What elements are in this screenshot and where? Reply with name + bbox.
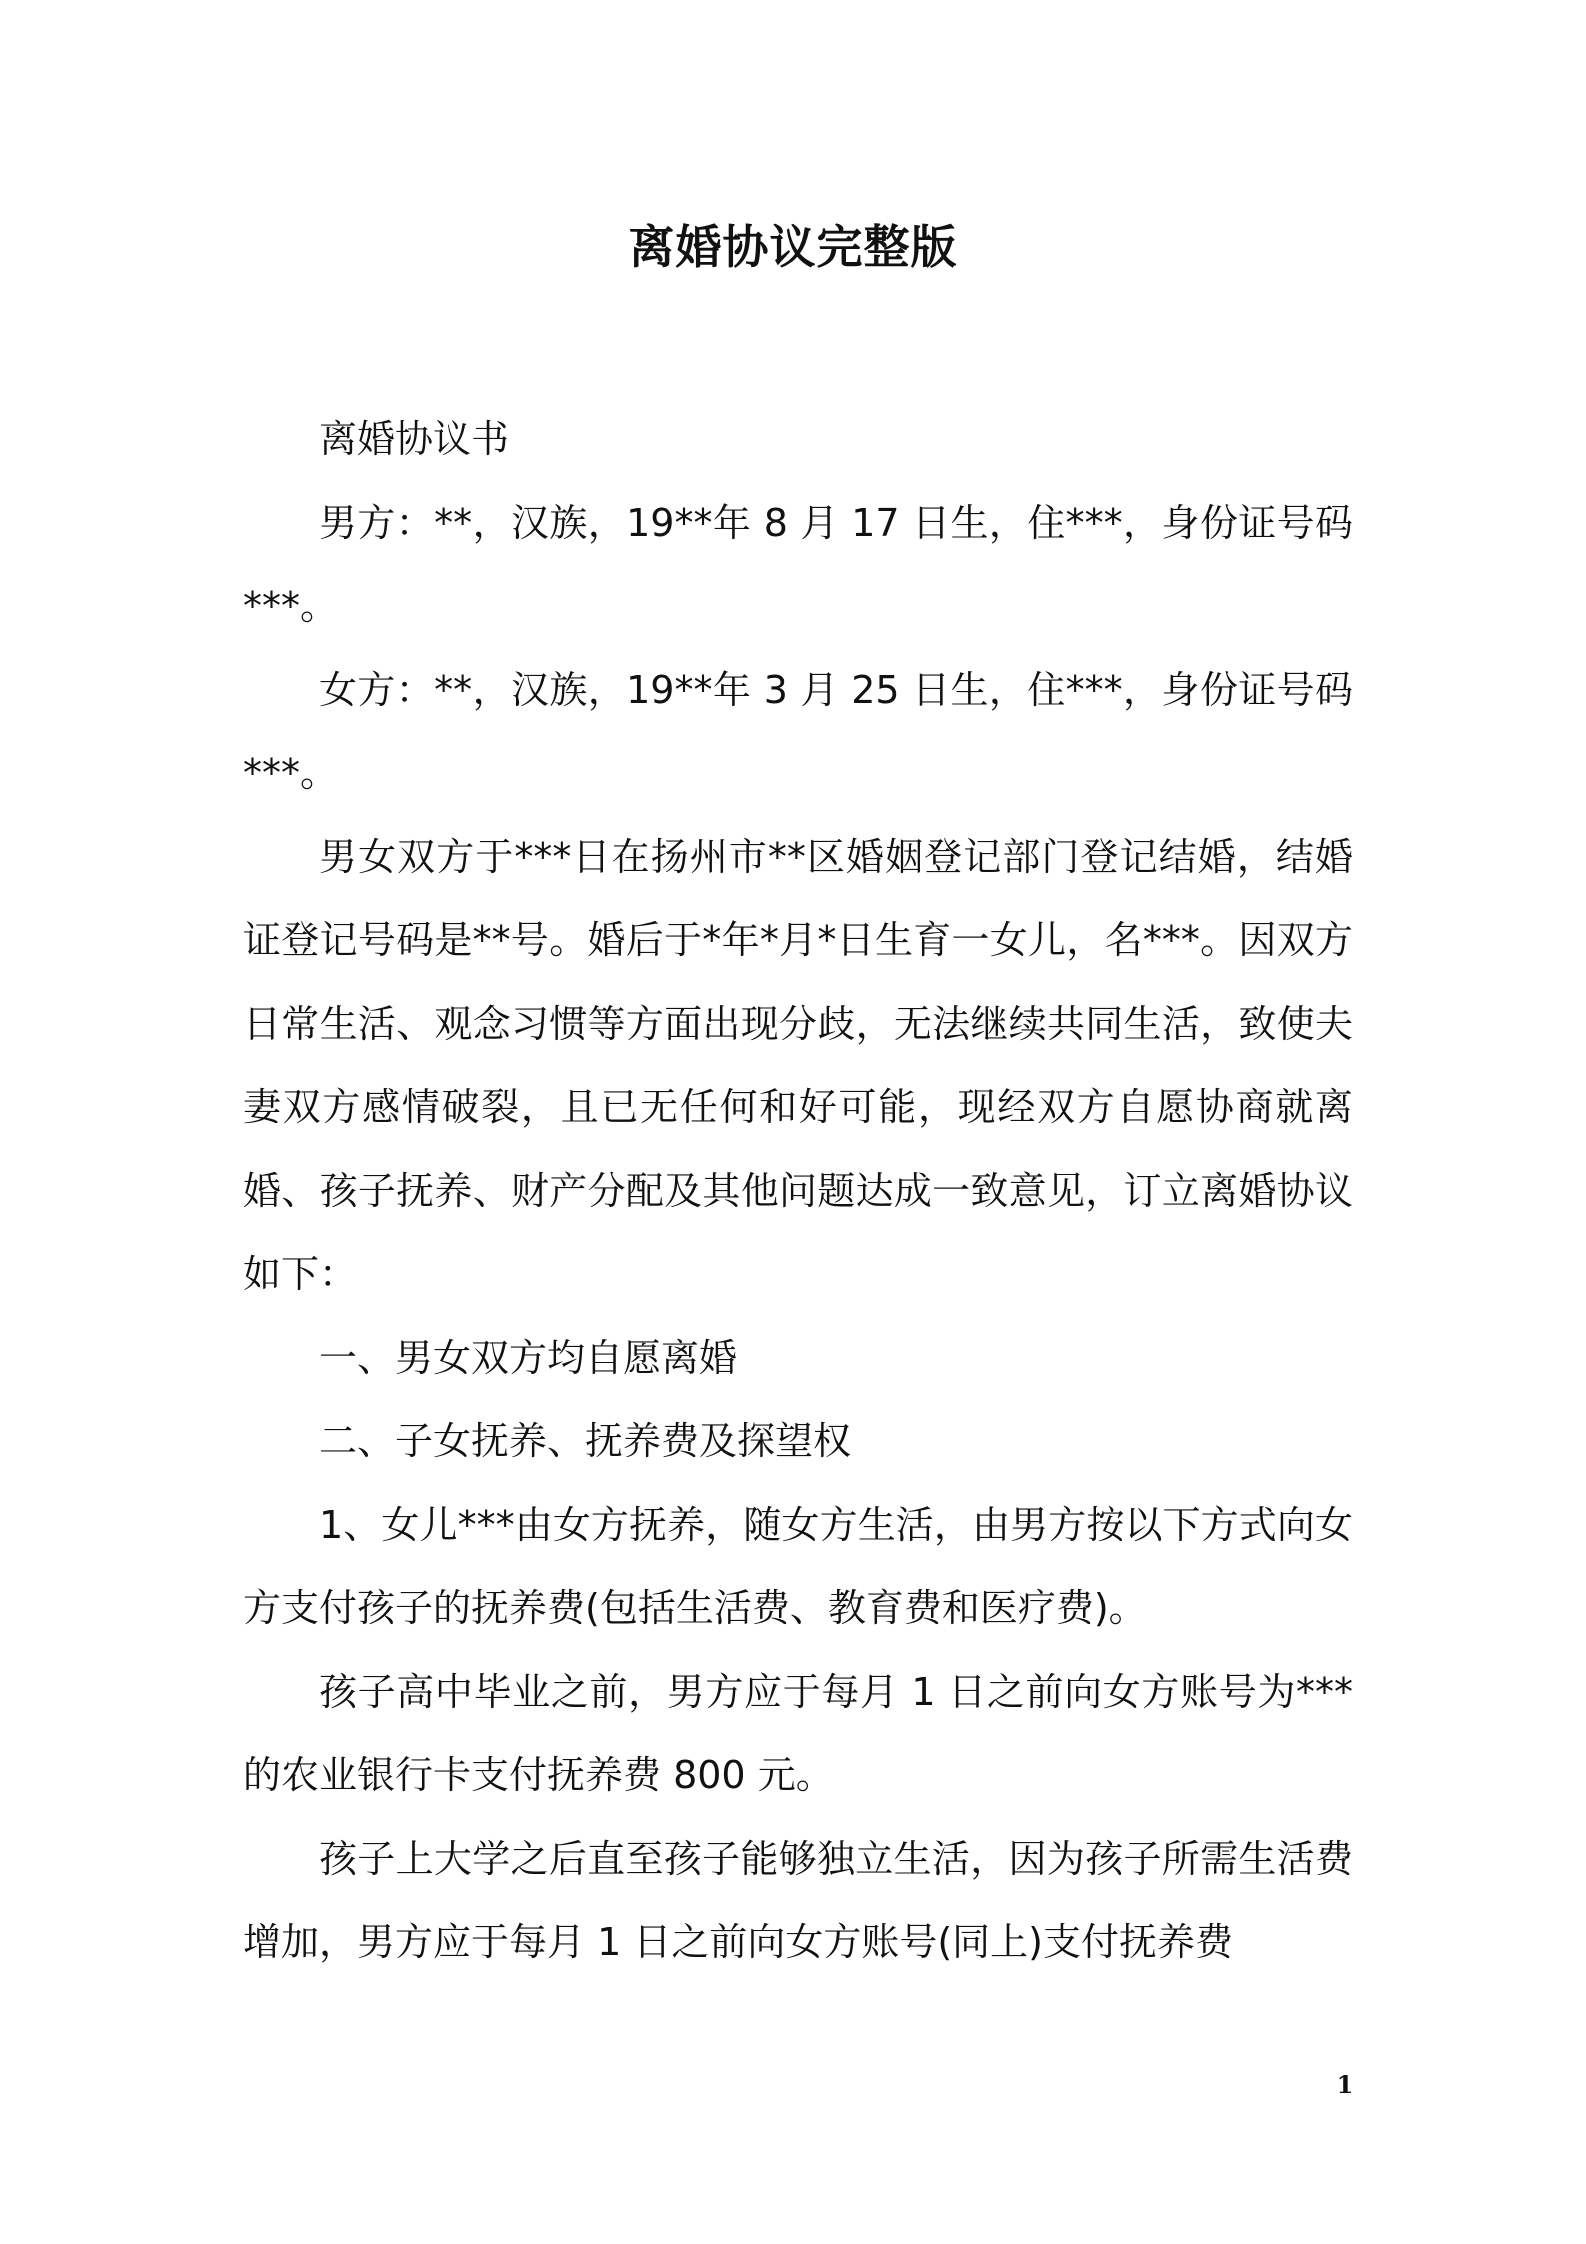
paragraph-section-one: 一、男女双方均自愿离婚 — [319, 1335, 738, 1380]
paragraph-section-two: 二、子女抚养、抚养费及探望权 — [319, 1419, 852, 1463]
paragraph-clause-1: 1、女儿***由女方抚养，随女方生活，由男方按以下方式向女方支付孩子的抚养费(包括生活费、教育费和医疗费)。 — [243, 1502, 1353, 1630]
page-number: 1 — [1336, 2070, 1354, 2099]
paragraph-female-party: 女方：**，汉族，19**年 3 月 25 日生，住***，身份证号码***。 — [243, 667, 1353, 795]
paragraph-heading: 离婚协议书 — [319, 417, 510, 461]
document-body — [243, 398, 1353, 1985]
paragraph-before-graduation: 孩子高中毕业之前，男方应于每月 1 日之前向女方账号为***的农业银行卡支付抚养费 800 元。 — [243, 1669, 1353, 1797]
paragraph-after-university: 孩子上大学之后直至孩子能够独立生活，因为孩子所需生活费增加，男方应于每月 1 日之前向女方账号(同上)支付抚养费 — [243, 1836, 1353, 1964]
paragraph-male-party: 男方：**，汉族，19**年 8 月 17 日生，住***，身份证号码***。 — [243, 500, 1353, 628]
document-title: 离婚协议完整版 — [628, 220, 958, 274]
paragraph-marriage-background: 男女双方于***日在扬州市**区婚姻登记部门登记结婚，结婚证登记号码是**号。婚后于*年*月*日生育一女儿，名***。因双方日常生活、观念习惯等方面出现分歧，无法继续共同生活，致使夫妻双方感情破裂，且已无任何和好可能，现经双方自愿协商就离婚、孩子抚养、财产分配及其他问题达成一致意见，订立离婚协议如下： — [243, 834, 1353, 1296]
